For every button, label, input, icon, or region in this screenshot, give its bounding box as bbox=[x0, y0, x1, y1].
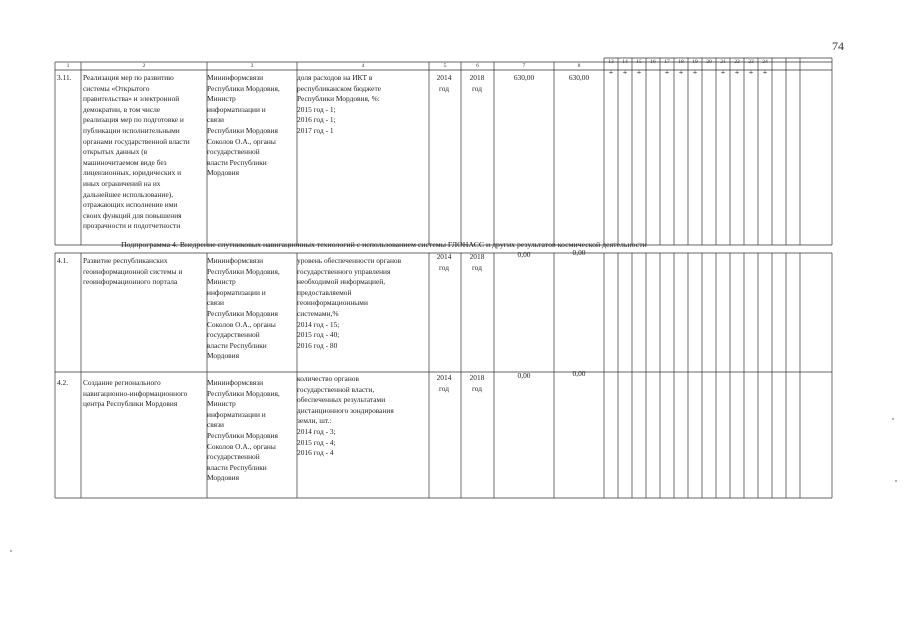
speck-1 bbox=[10, 550, 12, 552]
subprogram-banner: Подпрограмма 4. Внедрение спутниковых навигационных технологий с использованием системы ГЛОНАСС и других результатов космической деятельности bbox=[121, 240, 647, 249]
header-col-13: 13 bbox=[608, 59, 614, 65]
speck-2 bbox=[892, 418, 894, 420]
header-col-6: 6 bbox=[476, 63, 479, 69]
row-4-1-measure: Развитие республиканских геоинформационной системы и геоинформационного портала bbox=[83, 256, 183, 287]
header-col-22: 22 bbox=[734, 59, 740, 65]
row-4-2-end-year: 2018 год bbox=[469, 373, 485, 393]
row-3-11-mark-col-14: + bbox=[622, 68, 628, 77]
row-4-1-end-year: 2018 год bbox=[469, 252, 485, 272]
row-3-11-value-8: 630,00 bbox=[568, 73, 590, 82]
row-4-1-value-8: 0,00 bbox=[572, 248, 586, 257]
row-3-11-mark-col-19: + bbox=[692, 68, 698, 77]
row-4-1-value-7: 0,00 bbox=[517, 250, 531, 259]
row-3-11-mark-col-22: + bbox=[734, 68, 740, 77]
row-4-2-indicator: количество органов государственной власти, обеспеченных результатами дистанционного зондирования земли, шт.: 2014 год - 3; 2015 год - 4; 2016 год - 4 bbox=[297, 374, 394, 458]
row-3-11-responsible: Мининформсвязи Республики Мордовия, Министр информатизации и связи Республики Мордовия Соколов О.А., органы государственной власти Республики Мордовия bbox=[207, 73, 280, 178]
row-4-1-responsible: Мининформсвязи Республики Мордовия, Министр информатизации и связи Республики Мордовия Соколов О.А., органы государственной власти Республики Мордовия bbox=[207, 256, 280, 361]
header-col-4: 4 bbox=[361, 63, 365, 69]
header-col-5: 5 bbox=[443, 63, 447, 69]
row-4-2-responsible: Мининформсвязи Республики Мордовия, Министр информатизации и связи Республики Мордовия Соколов О.А., органы государственной власти Республики Мордовия bbox=[207, 378, 280, 483]
header-col-20: 20 bbox=[706, 59, 712, 65]
row-4-1-start-year: 2014 год bbox=[436, 252, 452, 272]
row-3-11-mark-col-23: + bbox=[748, 68, 754, 77]
row-4-1-number: 4.1. bbox=[57, 256, 69, 265]
row-3-11-mark-col-17: + bbox=[664, 68, 670, 77]
header-col-16: 16 bbox=[650, 59, 656, 65]
row-3-11-start-year: 2014 год bbox=[436, 73, 452, 93]
row-3-11-end-year: 2018 год bbox=[469, 73, 485, 93]
page-number: 74 bbox=[832, 39, 844, 53]
row-3-11-measure: Реализация мер по развитию системы «Открытого правительства» и электронной демократии, в том числе реализация мер по подготовке и публикации исполнительными органами государственной власти открытых данных (в машиночитаемом виде без лицензионных, юридических и иных ограничений на их дальнейшее использование), отражающих исполнение ими своих функций для повышения прозрачности и подотчетности bbox=[83, 73, 190, 231]
program-table bbox=[55, 60, 832, 498]
header-col-18: 18 bbox=[678, 59, 684, 65]
row-3-11-mark-col-15: + bbox=[636, 68, 642, 77]
row-4-2-value-8: 0,00 bbox=[572, 369, 586, 378]
row-4-2-value-7: 0,00 bbox=[517, 371, 531, 380]
row-4-2-measure: Создание регионального навигационно-информационного центра Республики Мордовия bbox=[83, 378, 188, 409]
row-3-11-value-7: 630,00 bbox=[513, 73, 535, 82]
header-col-3: 3 bbox=[250, 63, 254, 69]
header-col-1: 1 bbox=[66, 63, 70, 69]
speck-3 bbox=[895, 480, 897, 482]
row-3-11-indicator: доля расходов на ИКТ в республиканском бюджете Республики Мордовия, %: 2015 год - 1; 2016 год - 1; 2017 год - 1 bbox=[297, 73, 381, 135]
row-3-11-mark-col-18: + bbox=[678, 68, 684, 77]
header-col-14: 14 bbox=[622, 59, 628, 65]
header-col-7: 7 bbox=[522, 63, 526, 69]
header-col-15: 15 bbox=[636, 59, 642, 65]
header-col-19: 19 bbox=[692, 59, 698, 65]
row-3-11-number: 3.11. bbox=[57, 73, 72, 82]
row-4-2-start-year: 2014 год bbox=[436, 373, 452, 393]
row-3-11-mark-col-21: + bbox=[720, 68, 726, 77]
header-col-23: 23 bbox=[748, 59, 754, 65]
header-col-2: 2 bbox=[142, 63, 146, 69]
row-4-1-indicator: уровень обеспеченности органов государственного управления необходимой информацией, предоставляемой геоинформационными системами,% 2014 год - 15; 2015 год - 40; 2016 год - 80 bbox=[297, 256, 402, 350]
header-col-17: 17 bbox=[664, 59, 670, 65]
header-col-21: 21 bbox=[720, 59, 726, 65]
header-col-8: 8 bbox=[577, 63, 581, 69]
row-4-2-number: 4.2. bbox=[57, 378, 69, 387]
row-3-11-mark-col-13: + bbox=[608, 68, 614, 77]
header-col-24: 24 bbox=[762, 59, 768, 65]
row-3-11-mark-col-24: + bbox=[762, 68, 768, 77]
